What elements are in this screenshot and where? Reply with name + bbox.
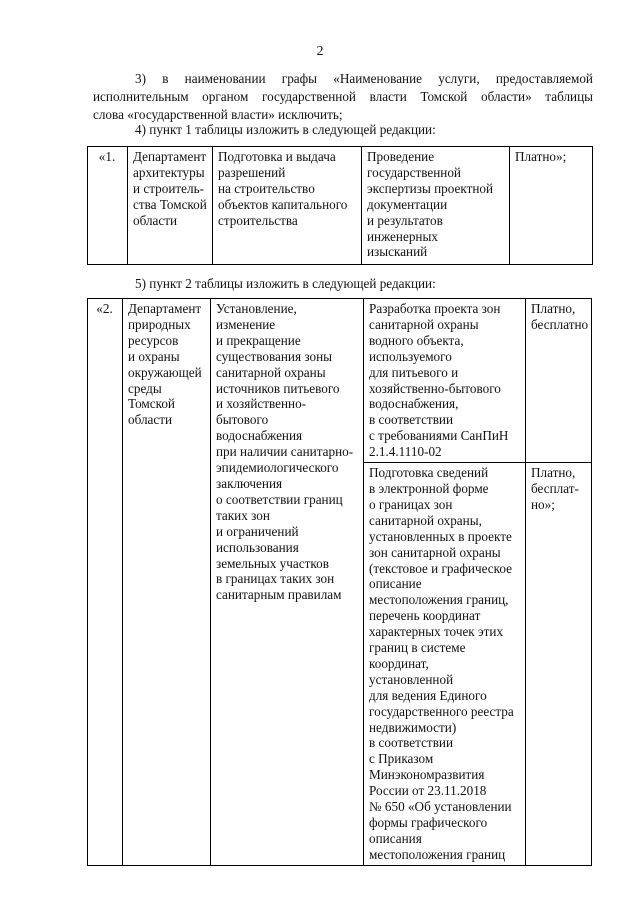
payment-cell-2: Платно, бесплат- но»; [526, 463, 592, 866]
payment-cell-1: Платно, бесплатно [526, 299, 592, 463]
department-cell: Департамент архитектуры и строитель- ства Томской области [128, 147, 213, 265]
item-number: «1. [88, 147, 128, 265]
paragraph-3-line-1: 3) в наименовании графы «Наименование услуги, предоставляемой [135, 71, 593, 86]
paragraph-3-line-2: исполнительным органом государственной власти Томской области» таблицы [93, 89, 593, 104]
table-item-1 [87, 146, 593, 265]
work-cell-1: Разработка проекта зон санитарной охраны водного объекта, используемого для питьевого и хозяйственно-бытового водоснабжения, в соответствии с требованиями СанПиН 2.1.4.1110-02 [364, 299, 526, 463]
service-cell: Подготовка и выдача разрешений на строительство объектов капитального строительства [213, 147, 362, 265]
service-cell: Установление, изменение и прекращение существования зоны санитарной охраны источников питьевого и хозяйственно- бытового водоснабжения при наличии санитарно- эпидемиологического заключения о соответствии границ таких зон и ограничений использования земельных участков в границах таких зон санитарным правилам [211, 299, 364, 866]
department-cell: Департамент природных ресурсов и охраны окружающей среды Томской области [123, 299, 211, 866]
table-item-2 [87, 298, 592, 866]
work-cell-2: Подготовка сведений в электронной форме о границах зон санитарной охраны, установленных в проекте зон санитарной охраны (текстовое и графическое описание местоположения границ, перечень координат характерных точек этих границ в системе координат, установленной для ведения Единого государственного реестра недвижимости) в соответствии с Приказом Минэкономразвития России от 23.11.2018 № 650 «Об установлении формы графического описания местоположения границ [364, 463, 526, 866]
work-cell: Проведение государственной экспертизы проектной документации и результатов инженерных изысканий [362, 147, 510, 265]
paragraph-5: 5) пункт 2 таблицы изложить в следующей редакции: [135, 276, 436, 291]
paragraph-3-line-3: слова «государственной власти» исключить; [93, 107, 343, 122]
table-row [88, 147, 593, 265]
item-number: «2. [88, 299, 123, 866]
paragraph-3 [93, 70, 593, 124]
paragraph-4: 4) пункт 1 таблицы изложить в следующей редакции: [135, 122, 436, 137]
page-number: 2 [316, 44, 324, 59]
table-row [88, 299, 592, 463]
payment-cell: Платно»; [510, 147, 593, 265]
